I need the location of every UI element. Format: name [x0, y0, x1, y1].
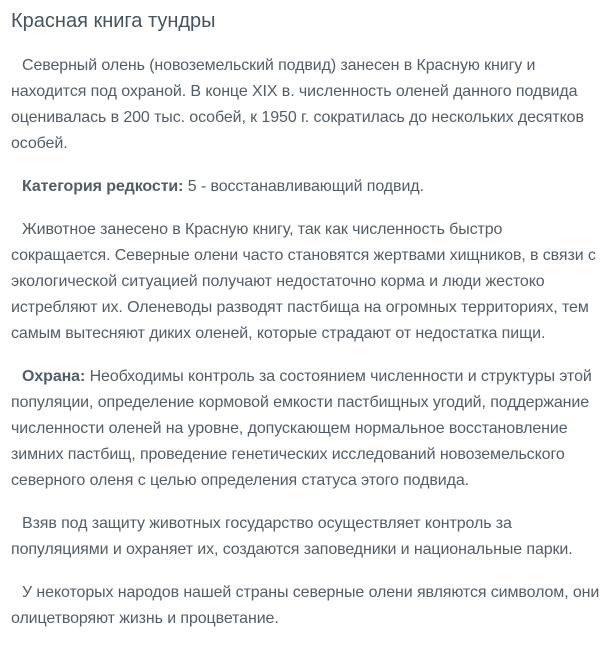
paragraph-text: Северный олень (новоземельский подвид) занесен в Красную книгу и находится под охраной. В конце XIX в. численность оленей данного подвида оценивалась в 200 тыс. особей, к 1950 г. сократилась до нескольких десятков особей.: [11, 57, 584, 152]
page-title: Красная книга тундры: [11, 10, 216, 32]
paragraph-text: У некоторых народов нашей страны северные олени являются символом, они олицетворяют жизнь и процветание.: [11, 584, 600, 627]
paragraph-text: Необходимы контроль за состоянием численности и структуры этой популяции, определение кормовой емкости пастбищных угодий, поддержание численности оленей на уровне, допускающем нормальное восстановление зимних пастбищ, проведение генетических исследований новоземельского северного оленя с целью определения статуса этого подвида.: [11, 368, 592, 489]
paragraph-reasons: [11, 217, 601, 347]
paragraph-text: Животное занесено в Красную книгу, так как численность быстро сокращается. Северные олени часто становятся жертвами хищников, в связи с экологической ситуацией получают недостаточно корма и люди жестоко истребляют их. Оленеводы разводят пастбища на огромных территориях, тем самым вытесняют диких оленей, которые страдают от недостатка пищи.: [11, 221, 596, 342]
paragraph-rarity-category: [11, 174, 601, 200]
paragraph-symbolism: [11, 580, 601, 632]
paragraph-text: 5 - восстанавливающий подвид.: [187, 178, 424, 195]
paragraph-protection: [11, 364, 601, 494]
paragraph-text: Взяв под защиту животных государство осуществляет контроль за популяциями и охраняет их, создаются заповедники и национальные парки.: [11, 515, 573, 558]
paragraph-label: Категория редкости:: [22, 178, 184, 195]
paragraph-label: Охрана:: [22, 368, 86, 385]
paragraph-state-control: [11, 511, 601, 563]
paragraph-intro: [11, 53, 601, 157]
